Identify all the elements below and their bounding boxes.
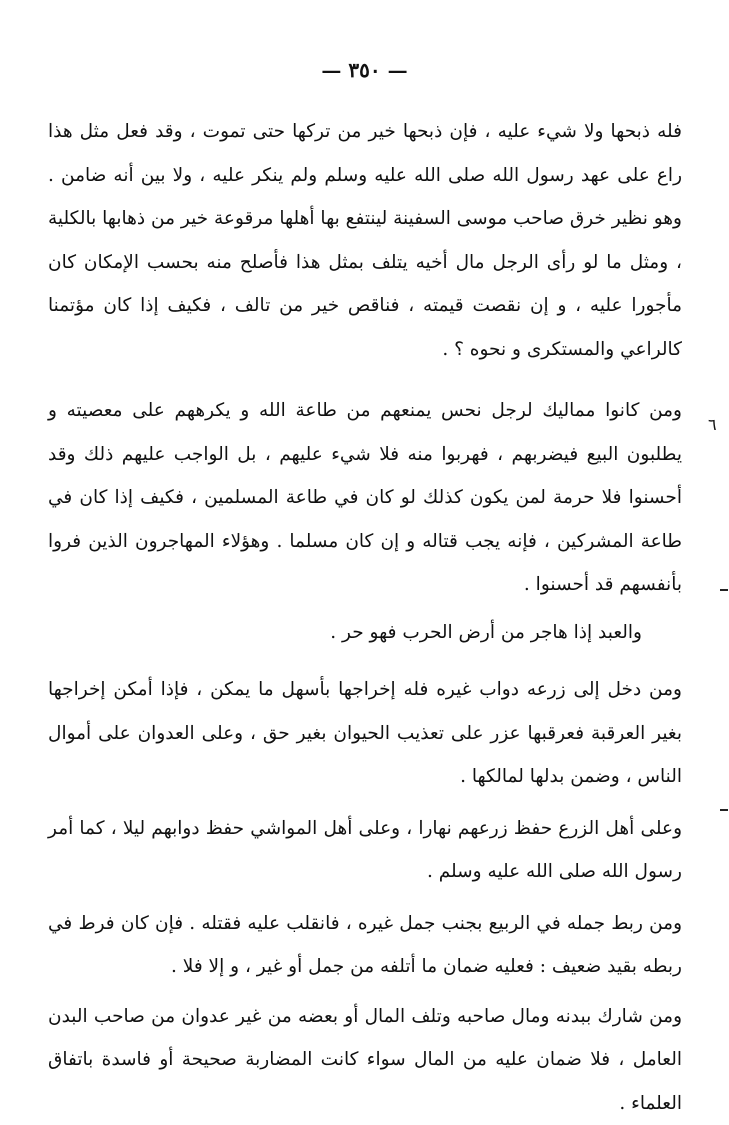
paragraph: ومن دخل إلى زرعه دواب غيره فله إخراجها بأسهل ما يمكن ، فإذا أمكن إخراجها بغير العرقبة فعرقبها عزر على تعذيب الحيوان بغير حق ، وعلى العدوان على أموال الناس ، وضمن بدلها لمالكها .: [48, 668, 682, 799]
paragraph: وعلى أهل الزرع حفظ زرعهم نهارا ، وعلى أهل المواشي حفظ دوابهم ليلا ، كما أمر رسول الله صلى الله عليه وسلم .: [48, 807, 682, 894]
margin-dash: [720, 589, 728, 591]
page-number: — ٣٥٠ —: [0, 58, 729, 82]
margin-dash: [720, 809, 728, 811]
paragraph: ومن ربط جمله في الربيع بجنب جمل غيره ، فانقلب عليه فقتله . فإن كان فرط في ربطه بقيد ضعيف : فعليه ضمان ما أتلفه من جمل أو غير ، و إلا فلا .: [48, 902, 682, 989]
paragraph: والعبد إذا هاجر من أرض الحرب فهو حر .: [48, 611, 682, 655]
body-text: [48, 110, 682, 1125]
paragraph: ومن كانوا مماليك لرجل نحس يمنعهم من طاعة الله و يكرههم على معصيته و يطلبون البيع فيضربهم ، فهربوا منه فلا شيء عليهم ، بل الواجب عليهم ذلك وقد أحسنوا فلا حرمة لمن يكون كذلك لو كان في طاعة المسلمين ، فكيف إذا كان في طاعة المشركين ، فإنه يجب قتاله و إن كان مسلما . وهؤلاء المهاجرون الذين فروا بأنفسهم قد أحسنوا .: [48, 389, 682, 607]
paragraph: فله ذبحها ولا شيء عليه ، فإن ذبحها خير من تركها حتى تموت ، وقد فعل مثل هذا راع على عهد رسول الله صلى الله عليه وسلم ولم ينكر عليه ، ولا بين أنه ضامن . وهو نظير خرق صاحب موسى السفينة لينتفع بها أهلها مرقوعة خير من ذهابها بالكلية ، ومثل ما لو رأى الرجل مال أخيه يتلف بمثل هذا فأصلح منه بحسب الإمكان كان مأجورا عليه ، و إن نقصت قيمته ، فناقص خير من تالف ، فكيف إذا كان مؤتمنا كالراعي والمستكرى و نحوه ؟ .: [48, 110, 682, 371]
margin-note: ٦: [708, 415, 717, 434]
paragraph: ومن شارك ببدنه ومال صاحبه وتلف المال أو بعضه من غير عدوان من صاحب البدن العامل ، فلا ضمان عليه من المال سواء كانت المضاربة صحيحة أو فاسدة باتفاق العلماء .: [48, 995, 682, 1125]
